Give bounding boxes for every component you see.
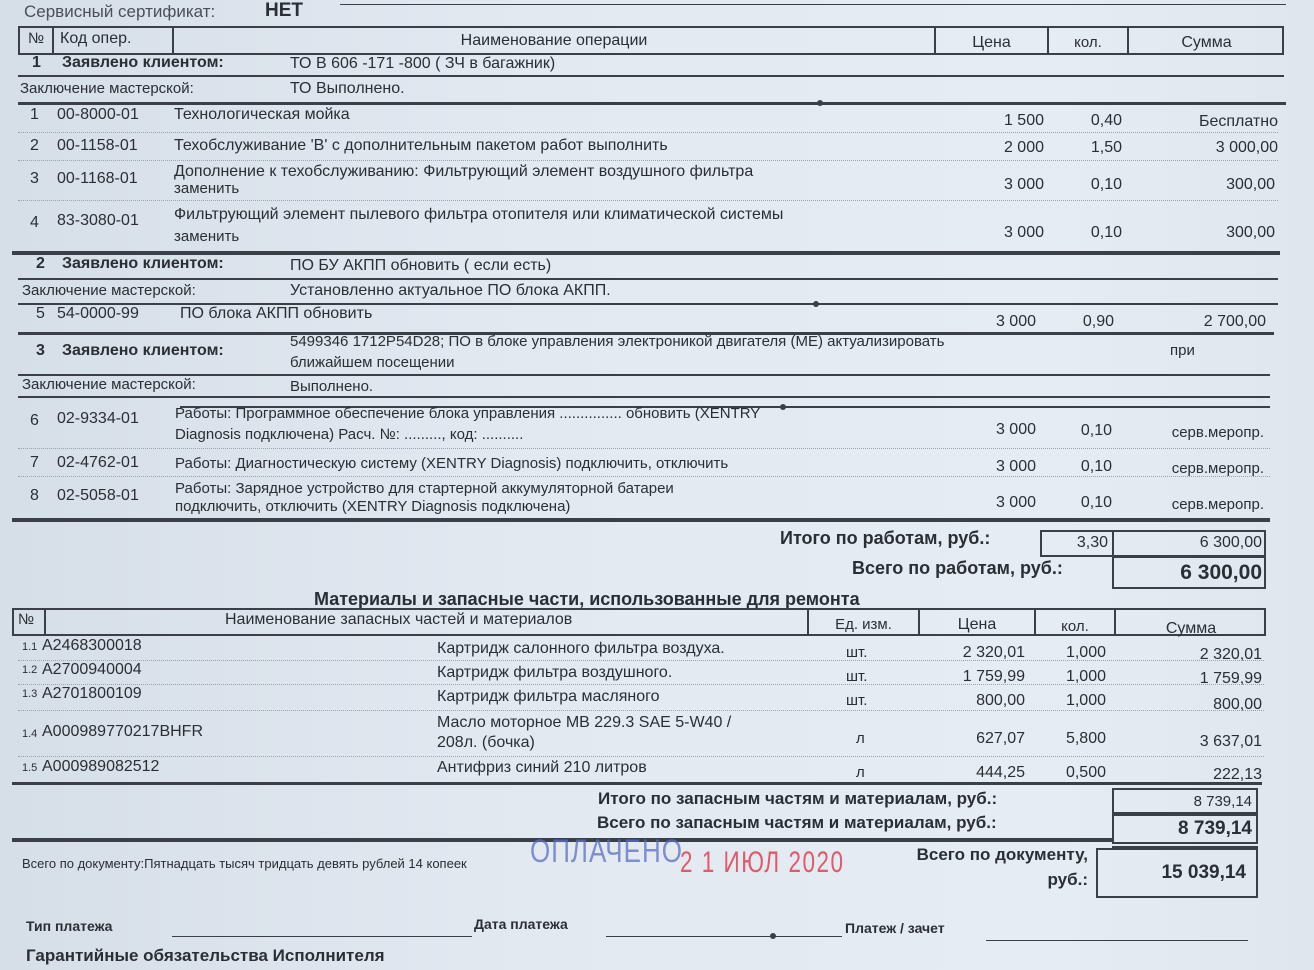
work-row-1-code: 00-8000-01 [57,106,139,123]
dotted-rule [18,660,1264,661]
works-subtotal-label: Итого по работам, руб.: [780,528,991,548]
work-row-2-code: 00-1158-01 [57,137,138,154]
part-row-2-num: 1.2 [22,664,38,676]
dotted-rule [18,684,1264,685]
group-1-num: 1 [32,54,41,71]
parts-col-sum: Сумма [1165,620,1217,637]
payment-type-label: Тип платежа [26,918,113,934]
col-header-code: Код опер. [60,30,132,47]
work-row-7-code: 02-4762-01 [57,454,139,471]
work-row-8-num: 8 [30,487,39,504]
rule-knob [817,100,823,106]
works-subtotal-qty: 3,30 [1076,534,1108,551]
warranty-title: Гарантийные обязательства Исполнителя [26,946,385,965]
part-row-2-price: 1 759,99 [962,668,1025,685]
group-1-workshop-label: Заключение мастерской: [20,80,194,97]
part-row-2-sum: 1 759,99 [1199,670,1262,687]
part-row-1-name: Картридж салонного фильтра воздуха. [437,640,725,657]
parts-col-num: № [18,611,35,628]
work-row-1-sum: Бесплатно [1198,113,1278,130]
work-row-2-name: Техобслуживание 'B' с дополнительным пакетом работ выполнить [174,137,668,154]
work-row-5-code: 54-0000-99 [57,305,139,322]
work-row-6-sum: серв.меропр. [1171,424,1264,441]
col-header-qty: кол. [1074,34,1102,51]
document-total-value: 15 039,14 [1161,862,1246,883]
work-row-4-code: 83-3080-01 [57,212,139,229]
part-row-3-name: Картридж фильтра масляного [437,688,660,705]
part-row-1-unit: шт. [846,644,868,661]
payment-offset-field[interactable] [986,940,1248,941]
work-row-4-qty: 0,10 [1090,224,1122,241]
group-3-client-label: Заявлено клиентом: [62,342,224,359]
work-row-3-code: 00-1168-01 [57,170,138,187]
payment-date-field[interactable] [606,936,842,937]
document-total-words: Всего по документу:Пятнадцать тысяч тридцать девять рублей 14 копеек [22,856,467,871]
part-row-3-unit: шт. [846,692,868,709]
group-3-client-text-tail: при [1170,342,1195,359]
work-row-6-price: 3 000 [995,421,1036,438]
part-row-5-num: 1.5 [22,762,38,774]
work-row-1-name: Технологическая мойка [174,106,350,123]
certificate-value: НЕТ [265,0,303,21]
dotted-rule [18,710,1264,711]
work-row-6-qty: 0,10 [1080,422,1112,439]
row-rule [18,278,1278,280]
work-row-8-sum: серв.меропр. [1171,496,1264,513]
part-row-1-num: 1.1 [22,641,38,653]
dotted-rule [18,200,1278,201]
group-2-client-label: Заявлено клиентом: [62,255,224,272]
works-subtotal-sum: 6 300,00 [1199,534,1262,551]
work-row-8-name-line2: подключить, отключить (XENTRY Diagnosis подключена) [175,498,571,515]
col-divider [52,26,54,55]
parts-col-name: Наименование запасных частей и материалов [225,611,573,628]
part-row-4-name: Масло моторное MB 229.3 SAE 5-W40 / [437,714,732,731]
part-row-3-price: 800,00 [976,692,1025,709]
work-row-3-price: 3 000 [1003,176,1044,193]
work-row-3-name-line2: заменить [174,180,240,197]
part-row-4-num: 1.4 [22,728,38,740]
work-row-4-num: 4 [30,214,39,231]
part-row-1-qty: 1,000 [1065,644,1106,661]
works-total-label: Всего по работам, руб.: [852,558,1063,578]
parts-total-sum: 8 739,14 [1178,818,1252,839]
col-header-price: Цена [972,34,1011,51]
work-row-5-sum: 2 700,00 [1203,313,1266,330]
work-row-4-price: 3 000 [1003,224,1044,241]
group-2-workshop-label: Заключение мастерской: [22,282,196,299]
part-row-3-sum: 800,00 [1213,696,1262,713]
part-row-4-qty: 5,800 [1065,730,1106,747]
work-row-3-sum: 300,00 [1226,176,1275,193]
work-row-5-num: 5 [36,305,45,322]
parts-subtotal-sum: 8 739,14 [1193,793,1252,810]
work-row-6-code: 02-9334-01 [57,410,139,427]
payment-offset-label: Платеж / зачет [845,920,945,936]
part-row-3-qty: 1,000 [1065,692,1106,709]
document-total-label-line2: руб.: [1047,870,1088,889]
work-row-5-name: ПО блока АКПП обновить [180,305,373,322]
group-3-workshop-label: Заключение мастерской: [22,376,196,393]
group-2-num: 2 [36,255,45,272]
work-row-4-name-line2: заменить [174,228,240,245]
parts-col-price: Цена [957,616,997,633]
work-row-4-sum: 300,00 [1226,224,1275,241]
work-row-2-sum: 3 000,00 [1215,139,1278,156]
part-row-5-name: Антифриз синий 210 литров [437,759,647,776]
parts-total-label: Всего по запасным частям и материалам, руб.: [597,813,997,832]
work-row-4-name: Фильтрующий элемент пылевого фильтра отопителя или климатической системы [174,206,784,223]
part-row-3-code: A2701800109 [42,685,142,702]
document-total-label-line1: Всего по документу, [916,845,1088,864]
work-row-7-price: 3 000 [995,458,1036,475]
part-row-2-name: Картридж фильтра воздушного. [437,664,673,681]
part-row-5-sum: 222,13 [1213,766,1262,783]
work-row-2-num: 2 [30,137,39,154]
rule-knob [813,301,819,307]
work-row-6-name: Работы: Программное обеспечение блока управления ............... обновить (XENTRY [175,405,761,422]
group-3-num: 3 [36,342,45,359]
part-row-1-price: 2 320,01 [962,644,1025,661]
part-row-2-qty: 1,000 [1065,668,1106,685]
payment-type-field[interactable] [172,936,472,937]
col-header-name: Наименование операции [460,32,648,49]
part-row-5-qty: 0,500 [1065,764,1106,781]
part-row-4-code: A000989770217BHFR [42,723,204,740]
works-total-sum: 6 300,00 [1180,561,1262,584]
part-row-5-price: 444,25 [976,764,1025,781]
work-row-7-sum: серв.меропр. [1171,460,1264,477]
work-row-7-qty: 0,10 [1080,458,1112,475]
parts-col-unit: Ед. изм. [835,616,892,633]
row-rule [12,782,1262,785]
parts-subtotal-label: Итого по запасным частям и материалам, руб.: [598,789,998,808]
payment-date-label: Дата платежа [474,916,568,932]
part-row-1-code: A2468300018 [42,637,142,654]
group-1-client-text: ТО В 606 -171 -800 ( ЗЧ в багажник) [290,55,556,72]
work-row-7-name: Работы: Диагностическую систему (XENTRY Diagnosis) подключить, отключить [175,455,729,472]
work-row-1-price: 1 500 [1003,112,1044,129]
work-row-8-price: 3 000 [995,494,1036,511]
work-row-3-qty: 0,10 [1090,176,1122,193]
row-rule [12,518,1270,522]
date-stamp: 2 1 ИЮЛ 2020 [680,846,845,879]
col-divider [44,608,46,636]
part-row-2-code: A2700940004 [42,661,142,678]
work-row-8-name: Работы: Зарядное устройство для стартерной аккумуляторной батареи [175,480,674,497]
paid-stamp: ОПЛАЧЕНО [530,832,683,870]
part-row-4-price: 627,07 [976,730,1025,747]
top-rule [340,4,1286,5]
part-row-3-num: 1.3 [22,688,38,700]
group-2-workshop-text: Установленно актуальное ПО блока АКПП. [290,282,611,299]
parts-section-title: Материалы и запасные части, использованные для ремонта [314,589,860,609]
part-row-4-name-line2: 208л. (бочка) [437,734,535,751]
row-rule [18,396,1270,398]
work-row-3-num: 3 [30,170,39,187]
part-row-1-sum: 2 320,01 [1199,646,1262,663]
work-row-6-name-line2: Diagnosis подключена) Расч. №: ........., код: .......... [175,426,524,443]
part-row-5-code: A000989082512 [42,758,160,775]
group-3-workshop-text: Выполнено. [290,378,374,395]
work-row-2-price: 2 000 [1003,139,1044,156]
work-row-3-name: Дополнение к техобслуживанию: Фильтрующий элемент воздушного фильтра [174,163,754,180]
part-row-4-unit: л [856,730,865,747]
col-header-num: № [27,30,45,47]
dotted-rule [18,448,1270,449]
part-row-2-unit: шт. [846,668,868,685]
work-row-6-num: 6 [30,412,39,429]
group-1-workshop-text: ТО Выполнено. [290,80,405,97]
dotted-rule [18,132,1278,133]
work-row-5-price: 3 000 [995,313,1036,330]
work-row-1-qty: 0,40 [1090,112,1122,129]
group-3-client-text-line2: ближайшем посещении [290,354,455,371]
col-header-sum: Сумма [1181,34,1232,51]
part-row-4-sum: 3 637,01 [1199,733,1262,750]
certificate-label: Сервисный сертификат: [24,2,216,21]
group-1-client-label: Заявлено клиентом: [62,54,224,71]
row-rule [18,75,1284,77]
group-2-client-text: ПО БУ АКПП обновить ( если есть) [290,257,552,274]
parts-col-qty: кол. [1061,618,1089,635]
work-row-2-qty: 1,50 [1090,139,1122,156]
work-row-8-code: 02-5058-01 [57,487,139,504]
row-rule [18,374,1270,376]
dotted-rule [18,756,1264,757]
dotted-rule [18,160,1278,161]
work-row-8-qty: 0,10 [1080,494,1112,511]
work-row-7-num: 7 [30,454,39,471]
dotted-rule [18,476,1270,477]
rule-knob [770,933,776,939]
row-rule [18,102,1286,105]
part-row-5-unit: л [856,764,865,781]
group-3-client-text: 5499346 1712P54D28; ПО в блоке управления электроникой двигателя (ME) актуализировать [290,333,945,350]
work-row-1-num: 1 [30,106,39,123]
work-row-5-qty: 0,90 [1082,313,1114,330]
